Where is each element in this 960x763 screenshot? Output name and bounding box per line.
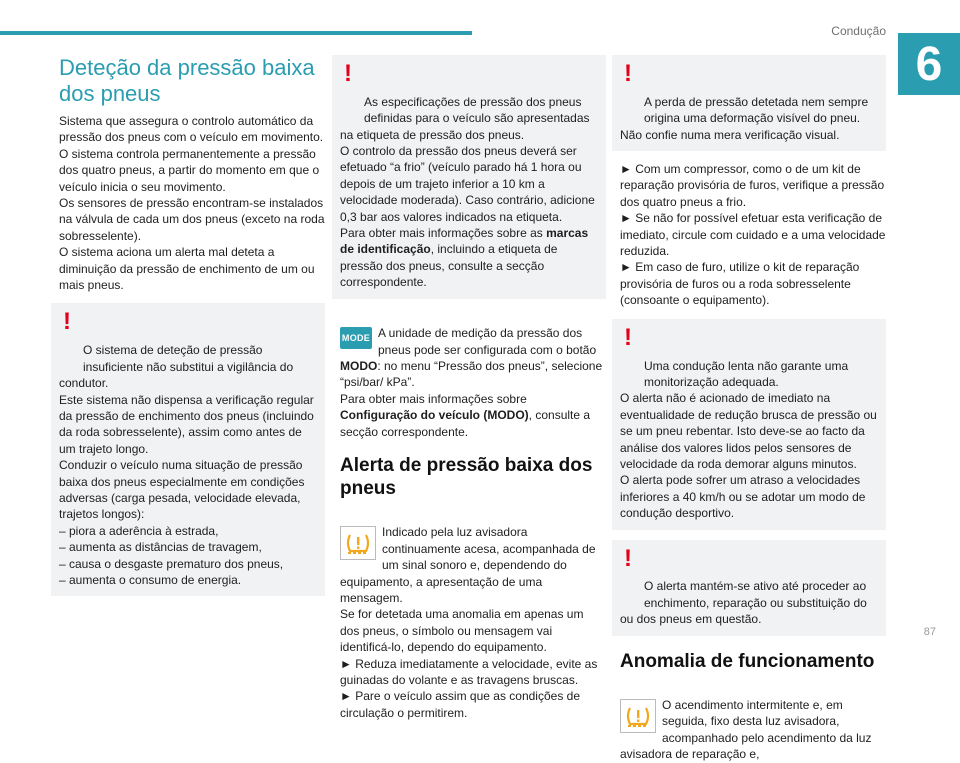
list-item: ► Reduza imediatamente a velocidade, evite as guinadas do volante e as travagens bruscas. <box>340 656 598 687</box>
page-title: Deteção da pressão baixa dos pneus <box>59 55 315 106</box>
warning-lead: Uma condução lenta não garante uma monitorização adequada. <box>644 358 849 389</box>
page-header <box>0 0 960 40</box>
warning-icon: ! <box>624 323 632 351</box>
mode-text: A unidade de medição da pressão dos pneus pode ser configurada com o botão <box>378 326 597 357</box>
warning-icon: ! <box>344 60 352 87</box>
alert-description <box>340 508 606 656</box>
list-item: ► Com um compressor, como o de um kit de reparação provisória de furos, verifique a pressão dos quatro pneus a frio. <box>620 162 885 209</box>
warning-box-5 <box>612 540 886 636</box>
warning-bold: marcas de identificação <box>340 226 589 257</box>
warning-box-2 <box>332 55 606 299</box>
mode-bold: MODO <box>340 358 378 373</box>
chapter-tab: 6 <box>898 33 960 95</box>
mode-button-icon: MODE <box>340 327 372 349</box>
anomaly-description <box>620 681 886 763</box>
warning-body: condutor. Este sistema não dispensa a verificação regular da pressão de enchimento dos pneus (incluindo da roda sobresselente), assim como antes de um trajeto longo. Conduzir o veículo numa situação de pressão baixa dos pneus especialmente em condições adversas (carga pesada, velocidade elevada, trajetos longos): – piora a aderência à estrada, – aumenta as distâncias de travagem, – causa o desgaste prematuro dos pneus, – aumenta o consumo de energia. <box>59 376 314 587</box>
tire-pressure-warning-light-icon <box>340 526 376 560</box>
column-1 <box>59 55 325 606</box>
column-2 <box>340 55 606 721</box>
warning-lead: A perda de pressão detetada nem sempre origina uma deformação visível do pneu. <box>644 94 869 126</box>
warning-icon: ! <box>63 308 71 336</box>
warning-body-end: , incluindo a etiqueta de pressão dos pneus, consulte a secção correspondente. <box>340 242 558 290</box>
alert-heading: Alerta de pressão baixa dos pneus <box>340 454 593 499</box>
warning-body: na etiqueta de pressão dos pneus. O controlo da pressão dos pneus deverá ser efetuado “a frio” (veículo parado há 1 hora ou depois de um trajeto inferior a 10 km a velocidade moderada). Caso contrário, adicione 0,3 bar aos valores indicados na etiqueta. Para obter mais informações sobre as <box>340 127 595 241</box>
warning-box-1 <box>51 303 325 596</box>
warning-box-3 <box>612 55 886 151</box>
mode-note <box>340 309 606 440</box>
list-item: ► Pare o veículo assim que as condições de circulação o permitirem. <box>340 689 581 720</box>
column-3 <box>620 55 886 763</box>
page-number: 87 <box>923 626 936 638</box>
warning-lead: O sistema de deteção de pressão insuficiente não substitui a vigilância do <box>83 343 294 374</box>
alert-text: Indicado pela luz avisadora continuamente acesa, acompanhada de um sinal sonoro e, dependendo do equipamento, a apresentação de uma mensagem. Se for detetada uma anomalia em apenas um dos pneus, o símbolo ou mensagem vai identificá-lo, dependo do equipamento. <box>340 525 596 655</box>
warning-box-4 <box>612 319 886 530</box>
warning-body: Não confie numa mera verificação visual. <box>620 127 840 142</box>
header-rule <box>0 31 472 35</box>
mode-text-3: , consulte a secção correspondente. <box>340 408 591 439</box>
warning-icon: ! <box>624 60 632 87</box>
tire-pressure-warning-light-icon <box>620 699 656 733</box>
warning-icon: ! <box>624 544 632 572</box>
anomaly-text: O acendimento intermitente e, em seguida, fixo desta luz avisadora, acompanhado pelo acendimento da luz avisadora de reparação e, <box>620 698 872 762</box>
warning-body: ou dos pneus em questão. <box>620 612 762 627</box>
warning-body: O alerta não é acionado de imediato na eventualidade de redução brusca de pressão ou se um pneu rebentar. Isto deve-se ao facto da análise dos valores lidos pelos sensores de velocidade da roda demorar alguns minutos. O alerta pode sofrer um atraso a velocidades inferiores a 40 km/h ou se adotar um modo de condução desportivo. <box>620 391 877 521</box>
warning-lead: O alerta mantém-se ativo até proceder ao enchimento, reparação ou substituição do <box>644 579 867 610</box>
list-item: ► Se não for possível efetuar esta verificação de imediato, circule com cuidado e a uma velocidade reduzida. <box>620 211 886 259</box>
list-item: ► Em caso de furo, utilize o kit de reparação provisória de furos ou a roda sobresselente (consoante o equipamento). <box>620 260 860 308</box>
mode-text-2: : no menu “Pressão dos pneus”, selecione “psi/bar/ kPa”. Para obter mais informações sobre <box>340 358 603 406</box>
mode-bold-2: Configuração do veículo (MODO) <box>340 408 529 423</box>
intro-paragraph: Sistema que assegura o controlo automático da pressão dos pneus com o veículo em movimento. O sistema controla permanentemente a pressão dos quatro pneus, a partir do momento em que o veículo inicia o seu movimento. Os sensores de pressão encontram-se instalados na válvula de cada um dos pneus (exceto na roda sobresselente). O sistema aciona um alerta mal deteta a diminuição da pressão de enchimento de um ou mais pneus. <box>59 114 325 293</box>
warning-lead: As especificações de pressão dos pneus definidas para o veículo são apresentadas <box>364 94 590 126</box>
section-title: Condução <box>831 24 886 38</box>
anomaly-heading: Anomalia de funcionamento <box>620 650 875 672</box>
